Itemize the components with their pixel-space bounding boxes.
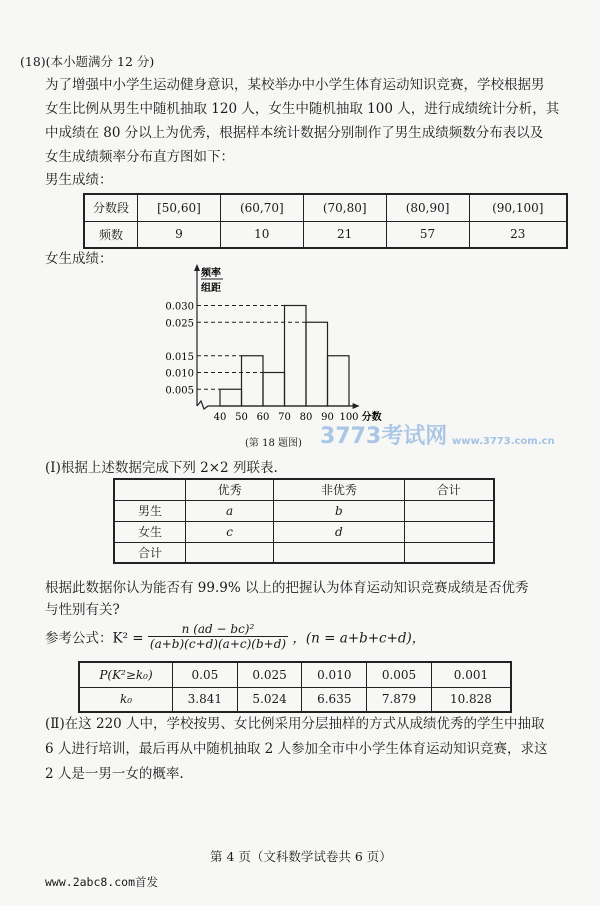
table-cell: 分数段 — [84, 194, 138, 221]
table-cell: 57 — [386, 221, 469, 248]
question-points: (本小题满分 12 分) — [45, 54, 155, 69]
y-tick-label: 0.025 — [165, 318, 194, 330]
table-cell: 优秀 — [186, 479, 274, 500]
histogram-bar — [263, 373, 285, 407]
x-axis-label: 分数 — [361, 412, 382, 423]
source-label: www.2abc8.com首发 — [45, 875, 159, 889]
table-cell: P(K²≥k₀) — [79, 662, 173, 687]
girls-label: 女生成绩： — [45, 251, 113, 267]
table-cell: (70,80] — [303, 194, 386, 221]
formula-fraction — [148, 622, 288, 651]
y-label-bottom: 组距 — [201, 283, 221, 294]
girls-histogram — [150, 262, 450, 428]
part1-prompt: (Ⅰ)根据上述数据完成下列 2×2 列联表. — [45, 460, 278, 476]
x-tick-label: 60 — [256, 412, 270, 423]
table-cell — [114, 479, 186, 500]
question-header — [20, 52, 154, 70]
table-cell: 7.879 — [367, 687, 432, 712]
table-cell: 男生 — [114, 500, 186, 521]
x-axis — [197, 401, 358, 409]
formula-label: 参考公式：K² = — [45, 630, 144, 647]
table-cell: c — [186, 521, 274, 542]
formula-tail: ，(n = a+b+c+d)， — [292, 630, 426, 647]
histogram-bar — [242, 356, 264, 406]
page-footer: 第 4 页（文科数学试卷共 6 页） — [210, 849, 392, 864]
table-cell: 0.005 — [367, 662, 432, 687]
table-cell: (80,90] — [386, 194, 469, 221]
table-cell: [50,60] — [138, 194, 221, 221]
table-cell: k₀ — [79, 687, 173, 712]
table-cell: (60,70] — [220, 194, 303, 221]
watermark-url: www.3773.com.cn — [452, 436, 555, 447]
part2-line: 2 人是一男一女的概率. — [45, 766, 184, 782]
table-cell: 9 — [138, 221, 221, 248]
question-line: 根据此数据你认为能否有 99.9% 以上的把握认为体育运动知识竞赛成绩是否优秀 — [45, 580, 529, 596]
table-cell: 10.828 — [431, 687, 511, 712]
question-number: (18) — [20, 54, 46, 69]
table-cell: 频数 — [84, 221, 138, 248]
x-tick-label: 70 — [278, 412, 291, 423]
table-cell: (90,100] — [469, 194, 567, 221]
x-axis-arrow-icon — [353, 403, 360, 409]
table-cell: 合计 — [114, 542, 186, 563]
intro-line: 女生比例从男生中随机抽取 120 人，女生中随机抽取 100 人，进行成绩统计分析，其 — [45, 101, 560, 117]
table-cell: 10 — [220, 221, 303, 248]
y-tick-label: 0.030 — [165, 301, 194, 313]
table-cell — [274, 542, 404, 563]
table-cell: 21 — [303, 221, 386, 248]
table-cell — [404, 500, 494, 521]
table-cell: b — [274, 500, 404, 521]
table-cell: 23 — [469, 221, 567, 248]
x-tick-label: 90 — [321, 412, 334, 423]
x-tick-label: 100 — [339, 412, 359, 423]
table-cell: 0.010 — [302, 662, 367, 687]
part2-line: (Ⅱ)在这 220 人中，学校按男、女比例采用分层抽样的方式从成绩优秀的学生中抽取 — [45, 716, 545, 732]
intro-line: 女生成绩频率分布直方图如下： — [45, 149, 234, 165]
watermark-logo: 3773考试网 — [320, 424, 448, 449]
table-cell: 0.05 — [173, 662, 238, 687]
table-cell: 女生 — [114, 521, 186, 542]
histogram-bar — [285, 306, 307, 407]
table-cell: 5.024 — [237, 687, 302, 712]
histogram-bar — [306, 322, 328, 406]
contingency-table — [113, 478, 495, 564]
histogram-bar — [220, 389, 242, 406]
critical-value-table — [78, 661, 512, 713]
formula-numerator: n (ad − bc)² — [148, 622, 288, 637]
boys-frequency-table — [83, 193, 568, 249]
histogram-bar — [328, 356, 350, 406]
x-tick-label: 80 — [299, 412, 313, 423]
y-tick-label: 0.015 — [165, 351, 194, 363]
x-tick-label: 40 — [213, 412, 227, 423]
table-cell — [186, 542, 274, 563]
x-tick-label: 50 — [235, 412, 248, 423]
y-label-top: 频率 — [201, 268, 221, 279]
y-axis-arrow-icon — [194, 264, 200, 271]
table-cell: a — [186, 500, 274, 521]
intro-line: 中成绩在 80 分以上为优秀，根据样本统计数据分别制作了男生成绩频数分布表以及 — [45, 125, 544, 141]
reference-formula — [45, 622, 425, 651]
table-cell — [404, 542, 494, 563]
formula-denominator: (a+b)(c+d)(a+c)(b+d) — [149, 637, 287, 651]
intro-line: 为了增强中小学生运动健身意识，某校举办中小学生体育运动知识竞赛，学校根据男 — [45, 77, 545, 93]
table-cell: 0.025 — [237, 662, 302, 687]
table-cell: 合计 — [404, 479, 494, 500]
figure-caption: (第 18 题图) — [245, 438, 302, 449]
boys-label: 男生成绩： — [45, 172, 113, 188]
table-cell: 0.001 — [431, 662, 511, 687]
table-cell — [404, 521, 494, 542]
y-tick-label: 0.005 — [165, 385, 194, 397]
y-tick-label: 0.010 — [165, 368, 194, 380]
table-cell: d — [274, 521, 404, 542]
table-cell: 非优秀 — [274, 479, 404, 500]
part2-line: 6 人进行培训，最后再从中随机抽取 2 人参加全市中小学生体育运动知识竞赛，求这 — [45, 741, 548, 757]
table-cell: 3.841 — [173, 687, 238, 712]
table-cell: 6.635 — [302, 687, 367, 712]
question-line: 与性别有关? — [45, 602, 120, 618]
